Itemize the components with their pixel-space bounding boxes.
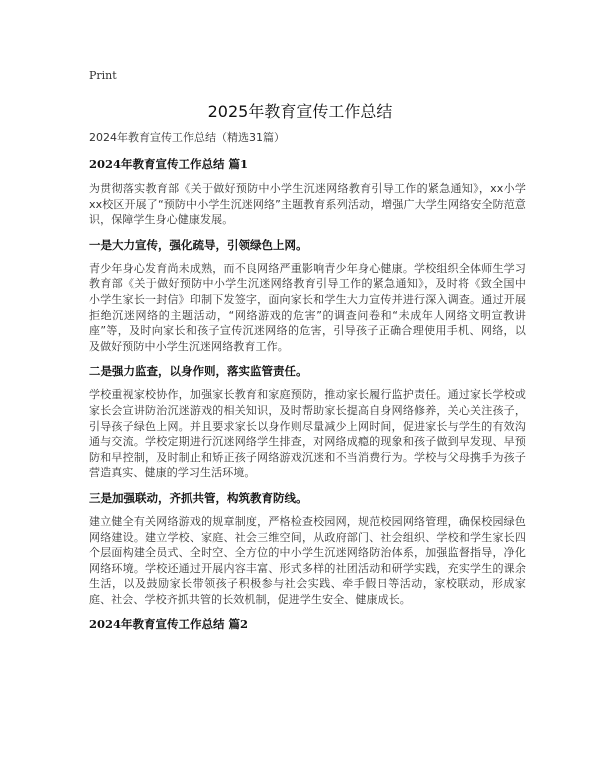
sub-heading-promotion: 一是大力宣传，强化疏导，引领绿色上网。 bbox=[89, 237, 308, 252]
document-body bbox=[89, 129, 526, 641]
sub-heading-cooperation: 三是加强联动，齐抓共管，构筑教育防线。 bbox=[89, 490, 308, 505]
print-link[interactable]: Print bbox=[89, 69, 117, 82]
document-subtitle: 2024年教育宣传工作总结（精选31篇） bbox=[89, 131, 285, 144]
section-heading-1: 2024年教育宣传工作总结 篇1 bbox=[89, 157, 249, 171]
section-heading-2: 2024年教育宣传工作总结 篇2 bbox=[89, 617, 249, 632]
paragraph-cooperation: 建立健全有关网络游戏的规章制度，严格检查校园网，规范校园网络管理，确保校园绿色网络建设。建立学校、家庭、社会三维空间，从政府部门、社会组织、学校和学生家长四个层面构建全员式、全时空、全方位的中小学生沉迷网络防治体系，加强监督指导，净化网络环境。学校还通过开展内容丰富、形式多样的社团活动和研学实践，充实学生的课余生活，以及鼓励家长带领孩子积极参与社会实践、牵手假日等活动，家校联动，形成家庭、社会、学校齐抓共管的长效机制，促进学生安全、健康成长。 bbox=[89, 514, 526, 606]
paragraph-promotion: 青少年身心发育尚未成熟，而不良网络严重影响青少年身心健康。学校组织全体师生学习教育部《关于做好预防中小学生沉迷网络教育引导工作的紧急通知》，及时将《致全国中小学生家长一封信》印制下发签字，面向家长和学生大力宣传并进行深入调查。通过开展拒绝沉迷网络的主题活动，“网络游戏的危害”的调查问卷和“未成年人网络文明宣教讲座”等，及时向家长和孩子宣传沉迷网络的危害，引导孩子正确合理使用手机、网络，以及做好预防中小学生沉迷网络教育工作。 bbox=[89, 261, 526, 353]
paragraph-intro: 为贯彻落实教育部《关于做好预防中小学生沉迷网络教育引导工作的紧急通知》，xx小学xx校区开展了“预防中小学生沉迷网络”主题教育系列活动，增强广大学生网络安全防范意识，保障学生身心健康发展。 bbox=[89, 182, 526, 227]
paragraph-supervision: 学校重视家校协作，加强家长教育和家庭预防，推动家长履行监护责任。通过家长学校或家长会宣讲防治沉迷游戏的相关知识，及时帮助家长提高自身网络修养，关心关注孩子，引导孩子绿色上网。并且要求家长以身作则尽量减少上网时间，促进家长与学生的有效沟通与交流。学校定期进行沉迷网络学生排查，对网络成瘾的现象和孩子做到早发现、早预防和早控制，及时制止和矫正孩子网络游戏沉迷和不当消费行为。学校与父母携手为孩子营造真实、健康的学习生活环境。 bbox=[89, 388, 526, 480]
page-title: 2025年教育宣传工作总结 bbox=[207, 102, 393, 121]
sub-heading-supervision: 二是强力监查，以身作则，落实监管责任。 bbox=[89, 364, 308, 379]
